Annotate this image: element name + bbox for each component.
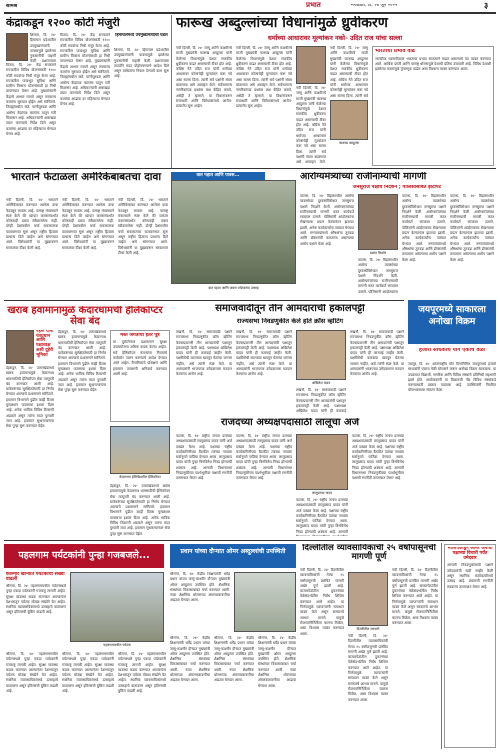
story11-photo — [348, 572, 388, 626]
story11-body-col3: नवी दिल्ली, दि. २४- दिल्लीतील व्यावसायिकांची गेल्या २५ वर्षांपासूनची प्रलंबित मागणी अखेर पूर्ण झाली आहे. बाजारपेठांतील दुकानांच्या वेळेसंदर्भातील निर्बंध शिथिल करण्यात आले आहेत. या निर्णयामुळे व्यापाऱ्यांनी समाधान व्यक्त केले असून सरकारचे आभार मानले. यामुळे रोजगारनिर्मितीला चालना मिळेल, असा विश्वास व्यक्त करण्यात आला. — [392, 568, 438, 625]
story7-body-col1: पाटणा, दि. २४- राष्ट्रीय जनता दलाच्या अध्यक्षपदासाठी लालूप्रसाद यादव यांनी अर्ज दाखल केला आहे. पक्षाच्या राष्ट्रीय कार्यकारिणीच्या बैठकीत त्यांच्या नावाला सर्वानुमते पाठिंबा देण्यात आला. लालूप्रसाद यादव यांची पुन्हा बिनविरोध निवड होण्याची शक्यता आहे. आगामी विधानसभा निवडणुकीच्या पार्श्वभूमीवर पक्षाची रणनीती ठरवण्यात येणार आहे. — [176, 434, 232, 481]
story3-body-col2: नवी दिल्ली, दि. २४- भारताने अमेरिकेबाबत करण्यात आलेला दावा फेटाळून लावला आहे. परराष्ट्र मंत्रालयाने स्पष्ट केले की व्यापार करारासंदर्भात कोणताही दबाव स्वीकारलेला नाही. दोन्ही देशांमधील चर्चा सकारात्मक वातावरणात सुरू असून राष्ट्रीय हिताला प्राधान्य दिले जाईल असे सांगण्यात आले. विरोधकांनी या मुद्द्यावरून सरकारवर टीका केली आहे. — [62, 198, 114, 250]
story4-body-col1: पाटणा, दि. २४- बिहारमधील आरोग्य व्यवस्थेच्या दुरवस्थेविरोधात जनसुराज पक्षाने निदर्शने केली. आरोग्यमंत्र्यांच्या राजीनाम्याची मागणी करत कार्यकर्ते रस्त्यावर उतरले. पोलिसांनी आंदोलकांना रोखण्याचा प्रयत्न केल्यानंतर झटापट झाली. अनेक कार्यकर्त्यांना ताब्यात घेण्यात आले. रुग्णालयांमध्ये औषधांचा तुटवडा आणि डॉक्टरांची कमतरता असल्याचा आरोप पक्षाने केला आहे. — [300, 194, 354, 246]
page-number: ३ — [484, 2, 489, 10]
story1-intro: शिमला, दि. २४- हिमाचल प्रदेशातील उपमुख्यमंत्र्यांनी पावसामुळे झालेल्या नुकसानीची पाहणी केली. प्रशासनाला — [30, 33, 56, 63]
story6-subheadline: राज्यसभा निवडणुकीत केले होते क्रॉस व्होटिंग — [236, 318, 344, 325]
story10-body-col4: श्रीनगर, दि. २४- केंद्रीय शिक्षणमंत्री धर्मेंद्र प्रधान यांच्या जम्मू-काश्मीर दौऱ्यात मुख्यमंत्री ओमर अब्दुल्ला उपस्थित होते. शैक्षणिक संस्थांच्या विकासाबाबत चर्चा करण्यात आली. नव्या शैक्षणिक धोरणाच्या अंमलबजावणीचा आढावा घेण्यात आला. — [258, 636, 296, 688]
story11-body-col2: नवी दिल्ली, दि. २४- दिल्लीतील व्यावसायिकांची गेल्या २५ वर्षांपासूनची प्रलंबित मागणी अखेर पूर्ण झाली आहे. बाजारपेठांतील दुकानांच्या वेळेसंदर्भातील निर्बंध शिथिल करण्यात आले आहेत. या निर्णयामुळे व्यापाऱ्यांनी समाधान व्यक्त केले असून सरकारचे आभार मानले. यामुळे रोजगारनिर्मितीला चालना मिळेल, असा विश्वास व्यक्त करण्यात आला. — [348, 634, 388, 702]
story5-headline: खराब हवामानामुळे केदारधामची हेलिकॉप्टर सेवा बंद — [7, 306, 163, 327]
masthead-rule — [4, 12, 496, 14]
story10-body-col1: श्रीनगर, दि. २४- केंद्रीय शिक्षणमंत्री धर्मेंद्र प्रधान यांच्या जम्मू-काश्मीर दौऱ्यात मुख्यमंत्री ओमर अब्दुल्ला उपस्थित होते. शैक्षणिक संस्थांच्या विकासाबाबत चर्चा करण्यात आली. नव्या शैक्षणिक धोरणाच्या अंमलबजावणीचा आढावा घेण्यात आला. — [170, 572, 230, 603]
story2-box — [372, 46, 494, 166]
story9-body-col3: श्रीनगर, दि. २४- पहलगाममधील पर्यटनस्थळे पुन्हा एकदा पर्यटकांनी गजबजू लागली आहेत. सुरक्षा व्यवस्था कडक करण्यात आल्यानंतर देशभरातून पर्यटक मोठ्या संख्येने येत आहेत. स्थानिक व्यावसायिकांमध्ये उत्साहाचे वातावरण असून हॉटेल्सची बुकिंग वाढली आहे. — [62, 652, 114, 694]
story6-body-col4: लखनौ, दि. २४- समाजवादी पक्षाने राज्यसभा निवडणुकीत क्रॉस व्होटिंग केल्याप्रकरणी तीन आमदारांची पक्षातून हकालपट्टी केली आहे. पक्षाध्यक्ष अखिलेश यादव यांनी ही कारवाई — [296, 388, 346, 414]
story7-photo — [296, 434, 348, 490]
story11-headline: दिल्लीतील व्यावसायिकांची २५ वर्षांपासूनची मागणी पूर्ण — [302, 544, 436, 563]
story2-body-col2: नवी दिल्ली, दि. २४- जम्मू आणि काश्मीरचे माजी मुख्यमंत्री फारूख अब्दुल्ला यांनी केलेल्या विधानांमुळे देशात राजकीय ध्रुवीकरण वाढत असल्याची टीका होत आहे. काँग्रेस नेते उदित राज यांनी धर्माच्या आधारावर कोणाचेही मूल्यांकन करू नये असा सल्ला दिला. त्यांनी सर्व पक्षांनी संयम बाळगावा असे आवाहन केले. सर्वसामान्य नागरिकांच्या प्रश्नांवर लक्ष केंद्रित करावे, असेही ते म्हणाले. या विधानांवरून सत्ताधारी आणि विरोधकांमध्ये आरोप-प्रत्यारोप सुरू आहेत. — [236, 46, 292, 109]
story5-box-title: मस्त जगताचा इतर पूत्र — [120, 333, 160, 338]
story9-photo — [70, 572, 164, 642]
story4-body-col2: पाटणा, दि. २४- बिहारमधील आरोग्य व्यवस्थेच्या दुरवस्थेविरोधात जनसुराज पक्षाने निदर्शने केली. आरोग्यमंत्र्यांच्या राजीनाम्याची मागणी करत कार्यकर्ते रस्त्यावर उतरले. पोलिसांनी आंदोलकांना — [358, 258, 398, 294]
story5-photo — [110, 426, 170, 474]
paper-logo: प्रभात — [306, 2, 321, 9]
story5-photo-caption: केदारनाथ हेलिपॅडवरील हेलिकॉप्टर — [119, 475, 161, 479]
story2-box-body: जागतिक व्यासपीठावर भारताचा प्रभाव सातत्याने वाढत असल्याचे मत व्यक्त करण्यात आले. आर्थिक प्रगती आणि परराष्ट्र धोरणामुळे देशाची प्रतिमा उंचावली आहे. विविध देशांशी झालेल्या करारांमुळे गुंतवणूक वाढेल असा विश्वास व्यक्त करण्यात आला. — [375, 56, 491, 72]
story9-body-col2: श्रीनगर, दि. २४- पहलगाममधील पर्यटनस्थळे पुन्हा एकदा पर्यटकांनी गजबजू लागली आहेत. सुरक्षा व्यवस्था कडक करण्यात आल्यानंतर देशभरातून पर्यटक मोठ्या संख्येने येत आहेत. स्थानिक व्यावसायिकांमध्ये उत्साहाचे वातावरण असून हॉटेल्सची बुकिंग वाढली आहे. — [6, 652, 58, 694]
story10-photo — [234, 572, 296, 632]
story1-headline: कंद्राकडून १२०० कोटी मंजुरी — [6, 17, 120, 29]
story9-body-col4: श्रीनगर, दि. २४- पहलगाममधील पर्यटनस्थळे पुन्हा एकदा पर्यटकांनी गजबजू लागली आहेत. सुरक्षा व्यवस्था कडक करण्यात आल्यानंतर देशभरातून पर्यटक मोठ्या संख्येने येत आहेत. स्थानिक व्यावसायिकांमध्ये उत्साहाचे वातावरण असून हॉटेल्सची बुकिंग वाढली आहे. — [118, 652, 166, 694]
story6-body-col1: लखनौ, दि. २४- समाजवादी पक्षाने राज्यसभा निवडणुकीत क्रॉस व्होटिंग केल्याप्रकरणी तीन आमदारांची पक्षातून हकालपट्टी केली आहे. पक्षाध्यक्ष अखिलेश यादव यांनी ही कारवाई जाहीर केली. पक्षविरोधी कारवाया खपवून घेतल्या जाणार नाहीत, असे त्यांनी स्पष्ट केले. या आमदारांनी भाजपच्या उमेदवाराला मतदान केल्याचा आरोप आहे. — [176, 330, 232, 377]
story4-body-col3: पाटणा, दि. २४- बिहारमधील आरोग्य व्यवस्थेच्या दुरवस्थेविरोधात जनसुराज पक्षाने निदर्शने केली. आरोग्यमंत्र्यांच्या राजीनाम्याची मागणी करत कार्यकर्ते रस्त्यावर उतरले. पोलिसांनी आंदोलकांना रोखण्याचा प्रयत्न केल्यानंतर झटापट झाली. अनेक कार्यकर्त्यांना ताब्यात घेण्यात आले. रुग्णालयांमध्ये औषधांचा तुटवडा आणि डॉक्टरांची कमतरता असल्याचा आरोप पक्षाने केला आहे. — [402, 194, 446, 262]
story1-side-body: शिमला, दि. २४- हिमाचल प्रदेशातील उपमुख्यमंत्र्यांनी पावसामुळे झालेल्या नुकसानीची पाहणी केली. प्रशासनाला तातडीने मदत पोहोचवण्याचे आदेश दिले असून बाधितांना निवारा देण्याचे काम सुरू आहे. — [114, 48, 169, 79]
story10-headline: प्रधान यांच्या दौऱ्यात ओमर अब्दुल्लांची उपस्थिती — [170, 544, 296, 568]
story9-photo-caption: पहलगाममधील पर्यटक — [103, 643, 131, 647]
story5-body-col2: डेहराडून, दि. २४- उत्तराखंडमध्ये खराब हवामानामुळे केदारनाथ धामसाठीची हेलिकॉप्टर सेवा तात्पुरती बंद करण्यात आली आहे. यात्रेकरूंच्या सुरक्षिततेसाठी हा निर्णय घेण्यात आल्याचे प्रशासनाने सांगितले. हवामान विभागाने पुढील काही दिवस मुसळधार पावसाचा इशारा दिला आहे. अनेक भाविक विविध ठिकाणी अडकले असून त्यांना मदत पुरवली जात आहे. हवामान सुधारल्यानंतर सेवा पुन्हा सुरू करण्यात येईल. — [58, 330, 106, 393]
story11-side-title: भोजिपंकाडून ओमर केनाचा पक्षाच्या विचारी पर्यंत उमेदवार — [447, 547, 493, 561]
story3-headline: भारताने फेटाळला अमेरिकेबाबतचा दावा — [10, 172, 162, 183]
story6-photo — [296, 330, 346, 380]
story2-portrait — [296, 46, 326, 84]
story5-pull-quote: नेहरू यांनी पंतप्रधान आणि पक्षाध्यक्ष अशी दुहेरी भूमिका — [36, 330, 54, 358]
story1-side-title: हिमाचलमध्ये उपमुख्यमंत्र्यांची घडल — [115, 33, 168, 37]
story1-body-col1: विजय, दि. २४- केंद्र सरकारने राज्यातील विविध योजनांसाठी १२०० कोटी रुपयांचा निधी मंजूर केला आहे. राज्यातील पायाभूत सुविधा आणि ग्रामीण विकास योजनांसाठी हा निधी वापरण्यात येणार आहे. मुख्यमंत्र्यांनी केंद्राचे आभार मानले असून लवकरच कामांना सुरुवात होईल असे सांगितले. जिल्ह्यांमधील रस्ते, पाणीपुरवठा आणि आरोग्य केंद्रांच्या कामांना यातून गती मिळणार आहे. अधिकाऱ्यांनी आराखडा तयार करण्याचे निर्देश दिले असून कामांचा आढावा दर महिन्याला घेण्यात येणार आहे. — [6, 63, 56, 136]
photo1-tag: वात पहात आणि पावस... — [171, 172, 265, 180]
column-divider-2 — [441, 543, 442, 749]
story6-photo-caption: अखिलेश यादव — [311, 381, 331, 385]
photo1-image — [171, 180, 296, 284]
story11-photo-caption: दिल्लीतील व्यापारी — [356, 627, 380, 631]
story2-photo — [330, 100, 368, 140]
story2-body-col3: नवी दिल्ली, दि. २४- जम्मू आणि काश्मीरचे माजी मुख्यमंत्री फारूख अब्दुल्ला यांनी केलेल्या विधानांमुळे देशात राजकीय ध्रुवीकरण वाढत असल्याची टीका होत आहे. काँग्रेस नेते उदित राज यांनी धर्माच्या आधारावर कोणाचेही मूल्यांकन करू नये असा सल्ला दिला. त्यांनी सर्व पक्षांनी संयम बाळगावा असे आवाहन केले. — [296, 86, 326, 164]
story2-box-title: भारताचा प्रभाव वाढ — [375, 49, 415, 54]
section-rule-2 — [4, 300, 404, 301]
story9-body-col1: श्रीनगर, दि. २४- पहलगाममधील पर्यटनस्थळे पुन्हा एकदा पर्यटकांनी गजबजू लागली आहेत. सुरक्षा व्यवस्था कडक करण्यात आल्यानंतर देशभरातून पर्यटक मोठ्या संख्येने येत आहेत. स्थानिक व्यावसायिकांमध्ये उत्साहाचे वातावरण असून हॉटेल्सची बुकिंग वाढली आहे. — [6, 584, 66, 615]
story4-subheadline: जनसुराज पक्षाचे निदर्शने ; पोलिसांसोबत झटापट — [352, 185, 442, 190]
story8-body: जयपूर, दि. २४- आंतरराष्ट्रीय योग दिनानिमित्त जयपूरमध्ये हजारो साधकांनी एकाच वेळी योगासने करून अनोखा विक्रम साकारला. या उपक्रमात विद्यार्थी, नागरिक आणि विविध संस्थांचे प्रतिनिधी सहभागी झाले होते. आयोजकांनी या विक्रमाची नोंद विविध संस्थांकडे करण्यासाठी प्रस्ताव पाठवला आहे. उपस्थितांनी नियमित योगाभ्यासाचा संकल्प केला. — [408, 362, 496, 393]
photo1-caption: वात पहात आणि पावस पर्यटकांचा उत्साह — [208, 286, 259, 290]
story2-headline: फारूख अब्दुल्लांच्या विधानांमुळे ध्रुवीकरण — [176, 16, 388, 31]
story4-portrait — [358, 194, 398, 250]
story1-portrait — [6, 33, 28, 61]
story7-body-col2: पाटणा, दि. २४- राष्ट्रीय जनता दलाच्या अध्यक्षपदासाठी लालूप्रसाद यादव यांनी अर्ज दाखल केला आहे. पक्षाच्या राष्ट्रीय कार्यकारिणीच्या बैठकीत त्यांच्या नावाला सर्वानुमते पाठिंबा देण्यात आला. लालूप्रसाद यादव यांची पुन्हा बिनविरोध निवड होण्याची शक्यता आहे. आगामी विधानसभा निवडणुकीच्या पार्श्वभूमीवर पक्षाची रणनीती ठरवण्यात येणार आहे. — [236, 434, 292, 481]
story6-body-col2: लखनौ, दि. २४- समाजवादी पक्षाने राज्यसभा निवडणुकीत क्रॉस व्होटिंग केल्याप्रकरणी तीन आमदारांची पक्षातून हकालपट्टी केली आहे. पक्षाध्यक्ष अखिलेश यादव यांनी ही कारवाई जाहीर केली. पक्षविरोधी कारवाया खपवून घेतल्या जाणार नाहीत, असे त्यांनी स्पष्ट केले. या आमदारांनी भाजपच्या उमेदवाराला मतदान केल्याचा आरोप आहे. — [236, 330, 292, 377]
story4-body-col4: पाटणा, दि. २४- बिहारमधील आरोग्य व्यवस्थेच्या दुरवस्थेविरोधात जनसुराज पक्षाने निदर्शने केली. आरोग्यमंत्र्यांच्या राजीनाम्याची मागणी करत कार्यकर्ते रस्त्यावर उतरले. पोलिसांनी आंदोलकांना रोखण्याचा प्रयत्न केल्यानंतर झटापट झाली. अनेक कार्यकर्त्यांना ताब्यात घेण्यात आले. रुग्णालयांमध्ये औषधांचा तुटवडा आणि डॉक्टरांची कमतरता असल्याचा आरोप पक्षाने केला आहे. — [450, 194, 494, 262]
story7-photo-caption: लालूप्रसाद यादव — [312, 491, 332, 495]
story11-side-box — [444, 544, 496, 748]
masthead — [6, 2, 494, 12]
story1-body-col2: विजय, दि. २४- केंद्र सरकारने राज्यातील विविध योजनांसाठी १२०० कोटी रुपयांचा निधी मंजूर केला आहे. राज्यातील पायाभूत सुविधा आणि ग्रामीण विकास योजनांसाठी हा निधी वापरण्यात येणार आहे. मुख्यमंत्र्यांनी केंद्राचे आभार मानले असून लवकरच कामांना सुरुवात होईल असे सांगितले. जिल्ह्यांमधील रस्ते, पाणीपुरवठा आणि आरोग्य केंद्रांच्या कामांना यातून गती मिळणार आहे. अधिकाऱ्यांनी आराखडा तयार करण्याचे निर्देश दिले असून कामांचा आढावा दर महिन्याला घेण्यात येणार आहे. — [60, 33, 110, 106]
story10-body-col3: श्रीनगर, दि. २४- केंद्रीय शिक्षणमंत्री धर्मेंद्र प्रधान यांच्या जम्मू-काश्मीर दौऱ्यात मुख्यमंत्री ओमर अब्दुल्ला उपस्थित होते. शैक्षणिक संस्थांच्या विकासाबाबत चर्चा करण्यात आली. नव्या शैक्षणिक धोरणाच्या अंमलबजावणीचा आढावा घेण्यात आला. — [214, 636, 254, 683]
story2-body-col4: नवी दिल्ली, दि. २४- जम्मू आणि काश्मीरचे माजी मुख्यमंत्री फारूख अब्दुल्ला यांनी केलेल्या विधानांमुळे देशात राजकीय ध्रुवीकरण वाढत असल्याची टीका होत आहे. काँग्रेस नेते उदित राज यांनी धर्माच्या आधारावर कोणाचेही मूल्यांकन करू नये असा सल्ला दिला. त्यांनी सर्व — [330, 46, 368, 98]
section-rule-3 — [4, 540, 496, 541]
story2-body-col1: नवी दिल्ली, दि. २४- जम्मू आणि काश्मीरचे माजी मुख्यमंत्री फारूख अब्दुल्ला यांनी केलेल्या विधानांमुळे देशात राजकीय ध्रुवीकरण वाढत असल्याची टीका होत आहे. काँग्रेस नेते उदित राज यांनी धर्माच्या आधारावर कोणाचेही मूल्यांकन करू नये असा सल्ला दिला. त्यांनी सर्व पक्षांनी संयम बाळगावा असे आवाहन केले. सर्वसामान्य नागरिकांच्या प्रश्नांवर लक्ष केंद्रित करावे, असेही ते म्हणाले. या विधानांवरून सत्ताधारी आणि विरोधकांमध्ये आरोप-प्रत्यारोप सुरू आहेत. — [176, 46, 232, 109]
story11-body-col1: नवी दिल्ली, दि. २४- दिल्लीतील व्यावसायिकांची गेल्या २५ वर्षांपासूनची प्रलंबित मागणी अखेर पूर्ण झाली आहे. बाजारपेठांतील दुकानांच्या वेळेसंदर्भातील निर्बंध शिथिल करण्यात आले आहेत. या निर्णयामुळे व्यापाऱ्यांनी समाधान व्यक्त केले असून सरकारचे आभार मानले. यामुळे रोजगारनिर्मितीला चालना मिळेल, असा विश्वास व्यक्त करण्यात आला. — [300, 568, 344, 636]
story5-box — [110, 330, 170, 422]
story9-subheadline: काश्मीर खोऱ्यात पर्यटकांची संख्या वाढली — [6, 572, 65, 583]
story6-headline: समाजवादीतून तीन आमदारांची हकालपट्टी — [215, 304, 365, 314]
story4-photo-caption: प्रशांत किशोर — [369, 251, 387, 255]
story8-subheadline: हजारो साधकांचे योग एकाच वेळी — [419, 348, 485, 353]
story10-body-col2: श्रीनगर, दि. २४- केंद्रीय शिक्षणमंत्री धर्मेंद्र प्रधान यांच्या जम्मू-काश्मीर दौऱ्यात मुख्यमंत्री ओमर अब्दुल्ला उपस्थित होते. शैक्षणिक संस्थांच्या विकासाबाबत चर्चा करण्यात आली. नव्या शैक्षणिक धोरणाच्या अंमलबजावणीचा आढावा घेण्यात आला. — [170, 636, 210, 683]
column-divider — [171, 15, 172, 168]
story3-body-col3: नवी दिल्ली, दि. २४- भारताने अमेरिकेबाबत करण्यात आलेला दावा फेटाळून लावला आहे. परराष्ट्र मंत्रालयाने स्पष्ट केले की व्यापार करारासंदर्भात कोणताही दबाव स्वीकारलेला नाही. दोन्ही देशांमधील चर्चा सकारात्मक वातावरणात सुरू असून राष्ट्रीय हिताला प्राधान्य दिले जाईल असे सांगण्यात आले. विरोधकांनी या मुद्द्यावरून सरकारवर टीका केली आहे. — [118, 198, 168, 255]
story6-body-col3: लखनौ, दि. २४- समाजवादी पक्षाने राज्यसभा निवडणुकीत क्रॉस व्होटिंग केल्याप्रकरणी तीन आमदारांची पक्षातून हकालपट्टी केली आहे. पक्षाध्यक्ष अखिलेश यादव यांनी ही कारवाई जाहीर केली. पक्षविरोधी कारवाया खपवून घेतल्या जाणार नाहीत, असे त्यांनी स्पष्ट केले. या आमदारांनी भाजपच्या उमेदवाराला मतदान केल्याचा आरोप आहे. — [350, 330, 404, 377]
section-label: संमिश्र — [6, 4, 18, 9]
story9-headline: पहलगाम पर्यटकांनी पुन्हा गजबजले... — [4, 544, 164, 568]
story3-body-col1: नवी दिल्ली, दि. २४- भारताने अमेरिकेबाबत करण्यात आलेला दावा फेटाळून लावला आहे. परराष्ट्र मंत्रालयाने स्पष्ट केले की व्यापार करारासंदर्भात कोणताही दबाव स्वीकारलेला नाही. दोन्ही देशांमधील चर्चा सकारात्मक वातावरणात सुरू असून राष्ट्रीय हिताला प्राधान्य दिले जाईल असे सांगण्यात आले. विरोधकांनी या मुद्द्यावरून सरकारवर टीका केली आहे. — [6, 198, 58, 250]
section-rule — [4, 168, 496, 169]
story8-headline: जयपूरमध्ये साकारला अनोखा विक्रम — [408, 300, 496, 344]
story7-headline: राजदच्या अध्यक्षपदासाठी लालूंचा अर्ज — [220, 418, 360, 428]
story5-body-col1: डेहराडून, दि. २४- उत्तराखंडमध्ये खराब हवामानामुळे केदारनाथ धामसाठीची हेलिकॉप्टर सेवा तात्पुरती बंद करण्यात आली आहे. यात्रेकरूंच्या सुरक्षिततेसाठी हा निर्णय घेण्यात आल्याचे प्रशासनाने सांगितले. हवामान विभागाने पुढील काही दिवस मुसळधार पावसाचा इशारा दिला आहे. अनेक भाविक विविध ठिकाणी अडकले असून त्यांना मदत पुरवली जात आहे. हवामान सुधारल्यानंतर सेवा पुन्हा सुरू करण्यात येईल. — [6, 366, 54, 429]
story5-portrait — [6, 330, 34, 364]
story2-photo-caption: फारूख अब्दुल्ला — [338, 141, 360, 145]
story7-body-col3: पाटणा, दि. २४- राष्ट्रीय जनता दलाच्या अध्यक्षपदासाठी लालूप्रसाद यादव यांनी अर्ज दाखल केला आहे. पक्षाच्या राष्ट्रीय कार्यकारिणीच्या बैठकीत त्यांच्या नावाला सर्वानुमते पाठिंबा देण्यात आला. लालूप्रसाद यादव यांची पुन्हा बिनविरोध निवड होण्याची शक्यता आहे. आगामी — [296, 498, 348, 534]
story2-subheadline: धर्माच्या आधारावर मूल्यांकन नको- उदित राज यांचा सल्ला — [176, 34, 494, 43]
story4-headline: आरोग्यमंत्र्यांच्या राजीनाम्याची मागणी — [300, 172, 427, 182]
story7-body-col4: पाटणा, दि. २४- राष्ट्रीय जनता दलाच्या अध्यक्षपदासाठी लालूप्रसाद यादव यांनी अर्ज दाखल केला आहे. पक्षाच्या राष्ट्रीय कार्यकारिणीच्या बैठकीत त्यांच्या नावाला सर्वानुमते पाठिंबा देण्यात आला. लालूप्रसाद यादव यांची पुन्हा बिनविरोध निवड होण्याची शक्यता आहे. आगामी विधानसभा निवडणुकीच्या पार्श्वभूमीवर पक्षाची रणनीती ठरवण्यात येणार आहे. — [352, 434, 404, 481]
story5-body-col3: डेहराडून, दि. २४- उत्तराखंडमध्ये खराब हवामानामुळे केदारनाथ धामसाठीची हेलिकॉप्टर सेवा तात्पुरती बंद करण्यात आली आहे. यात्रेकरूंच्या सुरक्षिततेसाठी हा निर्णय घेण्यात आल्याचे प्रशासनाने सांगितले. हवामान विभागाने पुढील काही दिवस मुसळधार पावसाचा इशारा दिला आहे. अनेक भाविक विविध ठिकाणी अडकले असून त्यांना मदत पुरवली जात आहे. हवामान सुधारल्यानंतर सेवा पुन्हा सुरू करण्यात येईल. — [110, 484, 170, 536]
story5-box-body: या दुर्घटनेनंतर प्रशासनाने सुरक्षा उपाययोजना अधिक कडक केल्या आहेत. सर्व हेलिकॉप्टर कंपन्यांना नियमांचे काटेकोर पालन करण्याचे आदेश देण्यात आले आहेत. वैमानिकांचे प्रशिक्षण आणि हवामान तपासणी अनिवार्य करण्यात आली आहे. — [113, 340, 167, 376]
story11-side-body: आगामी निवडणुकांसाठी पक्षाने उमेदवारांची यादी जाहीर केली असून स्थानिक कार्यकर्त्यांमध्ये उत्साह आहे. प्रचाराची रणनीती लवकरच ठरवण्यात येणार आहे. — [447, 563, 493, 589]
dateline: मंगळवार, दि. २४ जून २०२५ — [351, 4, 398, 8]
